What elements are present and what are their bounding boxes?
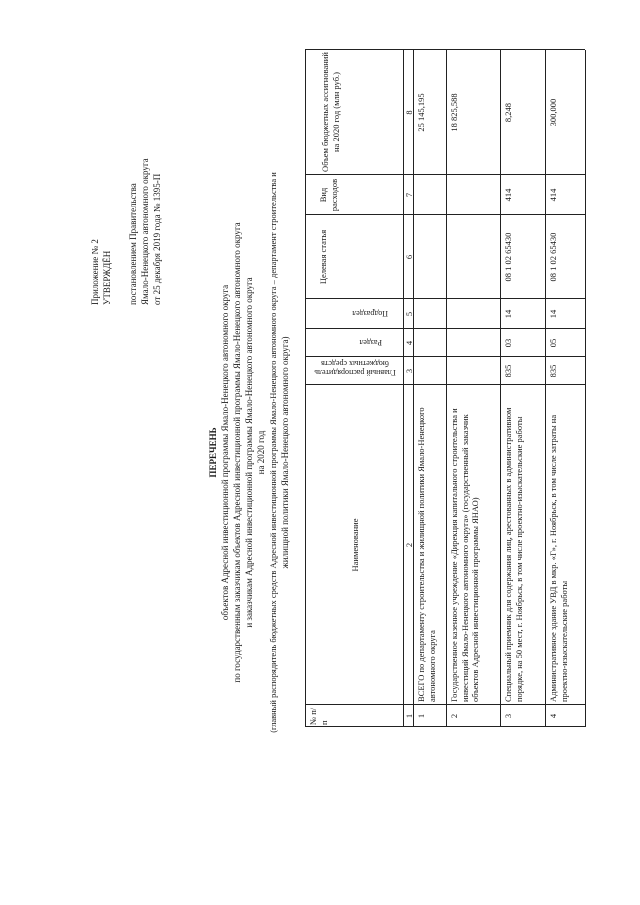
row-4-num: 4 bbox=[548, 713, 558, 719]
document-title: ПЕРЕЧЕНЬ bbox=[208, 427, 218, 478]
col-number-1: 1 bbox=[404, 713, 414, 719]
col-number-5: 5 bbox=[404, 311, 414, 317]
row-3-volume: 8,248 bbox=[503, 102, 513, 123]
row-3-gr: 835 bbox=[503, 364, 513, 378]
col-number-4: 4 bbox=[404, 340, 414, 346]
approval-line-2: Ямало-Ненецкого автономного округа bbox=[140, 158, 150, 305]
row-1-num: 1 bbox=[416, 713, 426, 719]
col-number-2: 2 bbox=[404, 542, 414, 548]
approved-label: УТВЕРЖДЁН bbox=[102, 250, 112, 305]
header-gr: Главный распорядитель бюджетных средств bbox=[314, 359, 396, 377]
row-2-num: 2 bbox=[449, 713, 459, 719]
row-3-razdel: 03 bbox=[503, 338, 513, 348]
col-number-8: 8 bbox=[404, 110, 414, 115]
col-number-7: 7 bbox=[404, 192, 414, 198]
header-vid: Вид расходов bbox=[318, 178, 339, 212]
header-razdel: Раздел bbox=[359, 338, 382, 347]
row-4-volume: 300,000 bbox=[548, 98, 558, 127]
header-volume: Объем бюджетных ассигнований на 2020 год (млн руб.) bbox=[320, 52, 341, 172]
heading-line-4: на 2020 год bbox=[256, 430, 266, 475]
header-name: Наименование bbox=[350, 518, 360, 572]
row-3-target: 08 1 02 65430 bbox=[503, 232, 513, 282]
row-1-volume: 25 145,195 bbox=[416, 93, 426, 132]
heading-line-2: по государственным заказчикам объектов Адресной инвестиционной программы Ямало-Ненецкого автономного округа bbox=[232, 222, 242, 683]
header-target: Целевая статья bbox=[318, 229, 328, 285]
row-1-name: ВСЕГО по департаменту строительства и жилищной политики Ямало-Ненецкого автономного округа bbox=[416, 407, 437, 702]
col-number-3: 3 bbox=[404, 368, 414, 374]
row-3-podrazdel: 14 bbox=[503, 309, 513, 319]
row-2-name: Государственное казенное учреждение «Дирекция капитального строительства и инвестиций Ямало-Ненецкого автономного округа» (государственный заказчик объектов Адресной инвестиционной программы ЯНАО) bbox=[449, 408, 480, 702]
row-4-razdel: 05 bbox=[548, 338, 558, 348]
row-2-volume: 18 825,588 bbox=[449, 93, 459, 132]
row-3-vid: 414 bbox=[503, 188, 513, 202]
heading-line-3: и заказчикам Адресной инвестиционной программы Ямало-Ненецкого автономного округа bbox=[244, 277, 254, 628]
approval-line-3: от 25 декабря 2019 года № 1395-П bbox=[152, 173, 162, 305]
row-3-num: 3 bbox=[503, 713, 513, 719]
approval-line-1: постановлением Правительства bbox=[128, 183, 138, 305]
appendix-label: Приложение № 2 bbox=[90, 239, 100, 305]
header-podrazdel: Подраздел bbox=[352, 309, 388, 318]
heading-line-6: жилищной политики Ямало-Ненецкого автономного округа) bbox=[280, 336, 290, 569]
heading-line-1: объектов Адресной инвестиционной программы Ямало-Ненецкого автономного округа bbox=[220, 284, 230, 621]
row-3-name: Специальный приемник для содержания лиц, арестованных в административном порядке, на 50 мест, г. Ноябрьск, в том числе проектно-изыскательские работы bbox=[503, 407, 524, 702]
row-4-gr: 835 bbox=[548, 364, 558, 378]
row-4-name: Административное здание УВД в мкр. «Г», г. Ноябрьск, в том числе затраты на проектно-изыскательские работы bbox=[548, 414, 569, 702]
row-4-podrazdel: 14 bbox=[548, 309, 558, 319]
header-num: № п/п bbox=[308, 707, 329, 725]
heading-line-5: (главный распорядитель бюджетных средств Адресной инвестиционной программы Ямало-Ненецкого автономного округа – департамент строительства и bbox=[268, 172, 278, 733]
row-4-target: 08 1 02 65430 bbox=[548, 232, 558, 282]
row-4-vid: 414 bbox=[548, 188, 558, 202]
col-number-6: 6 bbox=[404, 254, 414, 260]
